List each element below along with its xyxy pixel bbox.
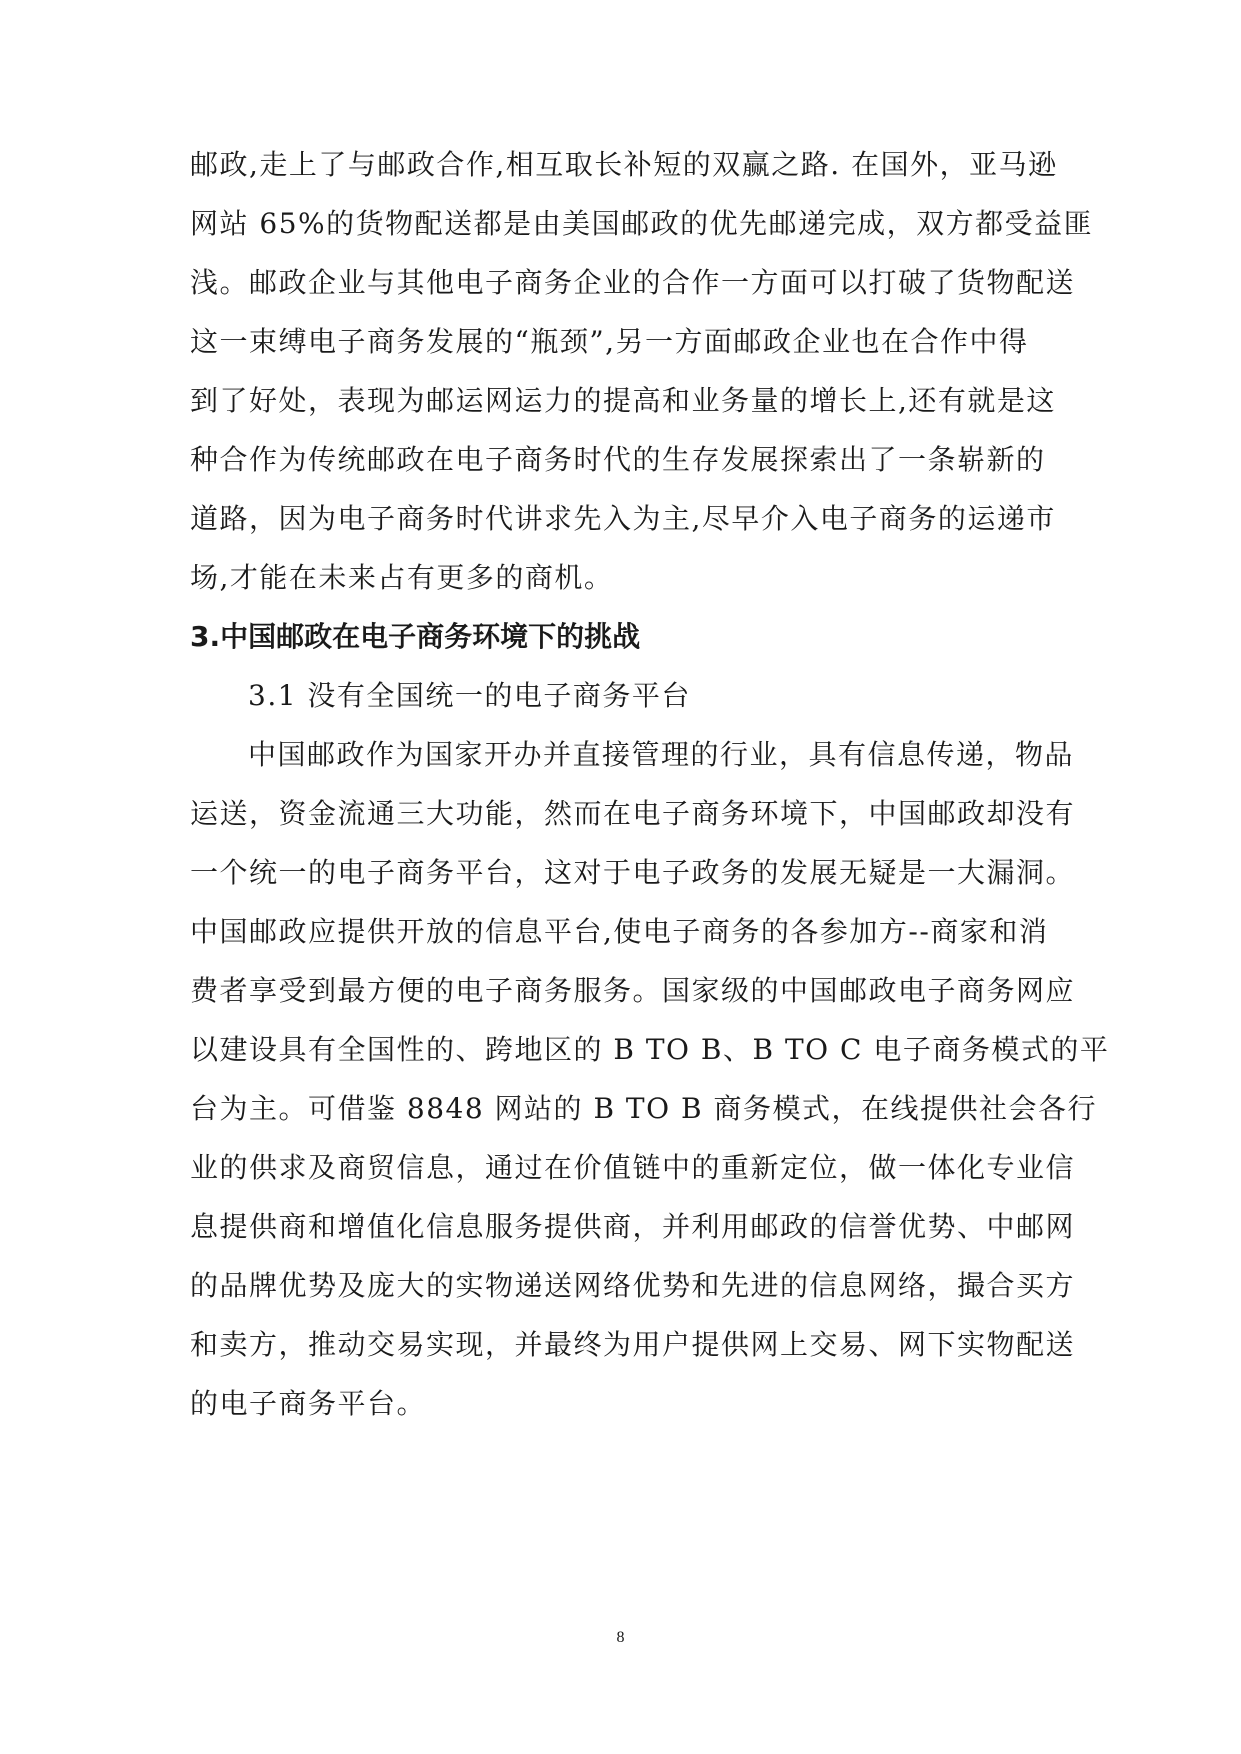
paragraph-line: 台为主。可借鉴 8848 网站的 B TO B 商务模式，在线提供社会各行 (190, 1092, 1097, 1125)
paragraph-line: 到了好处，表现为邮运网运力的提高和业务量的增长上,还有就是这 (190, 384, 1056, 417)
paragraph-line: 费者享受到最方便的电子商务服务。国家级的中国邮政电子商务网应 (190, 974, 1076, 1007)
paragraph-line: 息提供商和增值化信息服务提供商，并利用邮政的信誉优势、中邮网 (190, 1210, 1076, 1243)
paragraph-line: 和卖方，推动交易实现，并最终为用户提供网上交易、网下实物配送 (190, 1328, 1076, 1361)
paragraph-line: 邮政,走上了与邮政合作,相互取长补短的双赢之路. 在国外，亚马逊 (190, 148, 1058, 181)
page-number: 8 (616, 1629, 625, 1646)
paragraph-line: 道路，因为电子商务时代讲求先入为主,尽早介入电子商务的运递市 (190, 502, 1056, 535)
subsection-heading: 3.1 没有全国统一的电子商务平台 (248, 679, 691, 712)
paragraph-line: 中国邮政作为国家开办并直接管理的行业，具有信息传递，物品 (248, 738, 1075, 771)
paragraph-line: 这一束缚电子商务发展的“瓶颈”,另一方面邮政企业也在合作中得 (190, 325, 1029, 358)
paragraph-line: 种合作为传统邮政在电子商务时代的生存发展探索出了一条崭新的 (190, 443, 1046, 476)
paragraph-line: 以建设具有全国性的、跨地区的 B TO B、B TO C 电子商务模式的平 (190, 1033, 1110, 1066)
paragraph-line: 一个统一的电子商务平台，这对于电子政务的发展无疑是一大漏洞。 (190, 856, 1076, 889)
paragraph-line: 浅。邮政企业与其他电子商务企业的合作一方面可以打破了货物配送 (190, 266, 1076, 299)
paragraph-line: 的电子商务平台。 (190, 1387, 427, 1420)
paragraph-line: 的品牌优势及庞大的实物递送网络优势和先进的信息网络，撮合买方 (190, 1269, 1076, 1302)
section-heading: 3.中国邮政在电子商务环境下的挑战 (190, 620, 641, 653)
paragraph-line: 运送，资金流通三大功能，然而在电子商务环境下，中国邮政却没有 (190, 797, 1076, 830)
paragraph-line: 场,才能在未来占有更多的商机。 (190, 561, 614, 594)
paragraph-line: 网站 65%的货物配送都是由美国邮政的优先邮递完成，双方都受益匪 (190, 207, 1094, 240)
paragraph-line: 中国邮政应提供开放的信息平台,使电子商务的各参加方--商家和消 (190, 915, 1049, 948)
paragraph-line: 业的供求及商贸信息，通过在价值链中的重新定位，做一体化专业信 (190, 1151, 1076, 1184)
